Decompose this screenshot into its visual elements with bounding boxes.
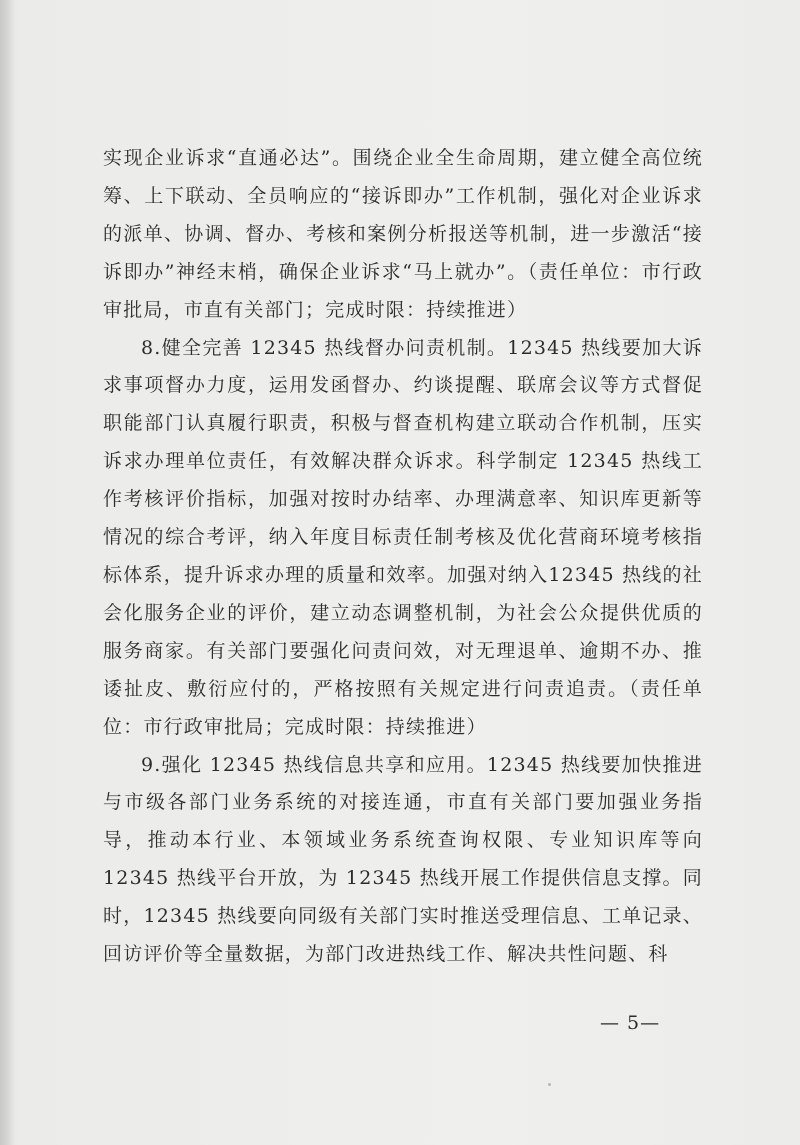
paragraph-continuation: 实现企业诉求“直通必达”。围绕企业全生命周期，建立健全高位统筹、上下联动、全员响应的“接诉即办”工作机制，强化对企业诉求的派单、协调、督办、考核和案例分析报送等机制，进一步激活“接诉即办”神经末梢，确保企业诉求“马上就办”。（责任单位：市行政审批局，市直有关部门；完成时限：持续推进）: [103, 147, 703, 321]
page-number: — 5—: [600, 1012, 661, 1034]
paragraph-item-8: 8.健全完善 12345 热线督办问责机制。12345 热线要加大诉求事项督办力度，运用发函督办、约谈提醒、联席会议等方式督促职能部门认真履行职责，积极与督查机构建立联动合作机制，压实诉求办理单位责任，有效解决群众诉求。科学制定 12345 热线工作考核评价指标，加强对按时办结率、办理满意率、知识库更新等情况的综合考评，纳入年度目标责任制考核及优化营商环境考核指标体系，提升诉求办理的质量和效率。加强对纳入12345 热线的社会化服务企业的评价，建立动态调整机制，为社会公众提供优质的服务商家。有关部门要强化问责问效，对无理退单、逾期不办、推诿扯皮、敷衍应付的，严格按照有关规定进行问责追责。（责任单位：市行政审批局；完成时限：持续推进）: [103, 336, 703, 738]
page-binding-shadow: [0, 0, 14, 1145]
paragraph-item-9: 9.强化 12345 热线信息共享和应用。12345 热线要加快推进与市级各部门业务系统的对接连通，市直有关部门要加强业务指导，推动本行业、本领域业务系统查询权限、专业知识库等向12345 热线平台开放，为 12345 热线开展工作提供信息支撑。同时，12345 热线要向同级有关部门实时推送受理信息、工单记录、回访评价等全量数据，为部门改进热线工作、解决共性问题、科: [103, 753, 703, 966]
document-body: [103, 140, 703, 974]
scan-speck: [548, 1083, 551, 1086]
